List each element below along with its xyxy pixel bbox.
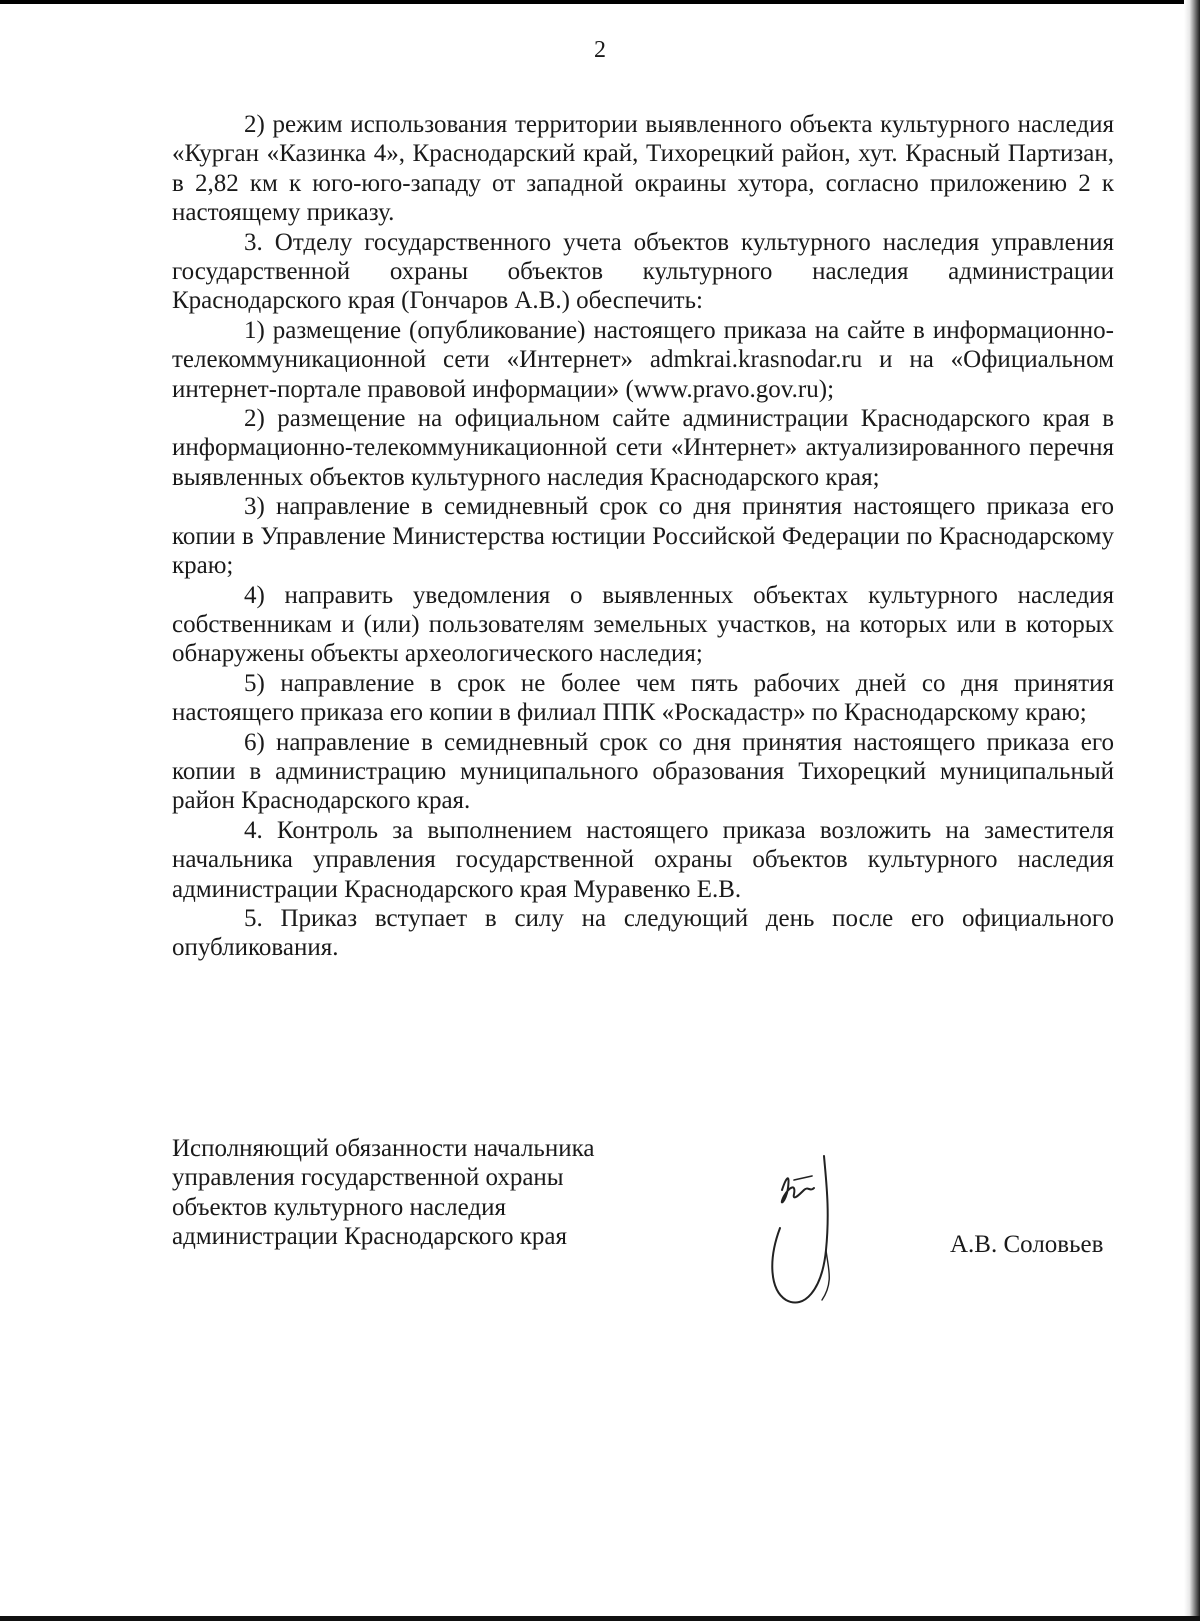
- handwritten-signature-icon: [764, 1150, 884, 1320]
- signatory-position-line: Исполняющий обязанности начальника: [172, 1135, 595, 1162]
- paragraph-3-3-ministry: 3) направление в семидневный срок со дня принятия настоящего приказа его копии в Управление Министерства юстиции Российской Федерации по Краснодарскому краю;: [172, 493, 1114, 580]
- signatory-name: А.В. Соловьев: [950, 1231, 1104, 1258]
- paragraph-5-effect: 5. Приказ вступает в силу на следующий день после его официального опубликования.: [172, 904, 1114, 962]
- signatory-position-line: объектов культурного наследия: [172, 1193, 506, 1221]
- paragraph-4-control: 4. Контроль за выполнением настоящего приказа возложить на заместителя начальника управления государственной охраны объектов культурного наследия администрации Краснодарского края Муравенко Е.В.: [172, 816, 1114, 903]
- document-body: [172, 110, 1114, 963]
- signatory-position-line: администрации Краснодарского края: [172, 1223, 568, 1251]
- scan-edge-top: [0, 0, 1200, 4]
- paragraph-3-4-notifications: 4) направить уведомления о выявленных объектах культурного наследия собственникам и (или) пользователям земельных участков, на которых или в которых обнаружены объекты археологического наследия;: [172, 581, 1114, 668]
- scan-edge-right: [1184, 0, 1200, 1621]
- paragraph-3-2-website: 2) размещение на официальном сайте администрации Краснодарского края в информационно-телекоммуникационной сети «Интернет» актуализированного перечня выявленных объектов культурного наследия Краснодарского края;: [172, 405, 1114, 491]
- paragraph-3-5-roskadastr: 5) направление в срок не более чем пять рабочих дней со дня принятия настоящего приказа его копии в филиал ППК «Роскадастр» по Краснодарскому краю;: [172, 669, 1114, 727]
- paragraph-3-department: 3. Отделу государственного учета объектов культурного наследия управления государственной охраны объектов культурного наследия администрации Краснодарского края (Гончаров А.В.) обеспечить:: [172, 228, 1114, 315]
- page-number: 2: [594, 37, 606, 63]
- signatory-position: [172, 1134, 732, 1252]
- paragraph-3-1-publication: 1) размещение (опубликование) настоящего приказа на сайте в информационно-телекоммуникационной сети «Интернет» admkrai.krasnodar.ru и на «Официальном интернет-портале правовой информации» (www.pravo.gov.ru);: [172, 316, 1114, 403]
- paragraph-3-6-municipality: 6) направление в семидневный срок со дня принятия настоящего приказа его копии в администрацию муниципального образования Тихорецкий муниципальный район Краснодарского края.: [172, 728, 1114, 815]
- scan-edge-bottom: [0, 1616, 1200, 1621]
- signatory-position-line: управления государственной охраны: [172, 1164, 564, 1192]
- paragraph-2-2-regime: 2) режим использования территории выявленного объекта культурного наследия «Курган «Казинка 4», Краснодарский край, Тихорецкий район, хут. Красный Партизан, в 2,82 км к юго-юго-западу от западной окраины хутора, согласно приложению 2 к настоящему приказу.: [172, 111, 1114, 227]
